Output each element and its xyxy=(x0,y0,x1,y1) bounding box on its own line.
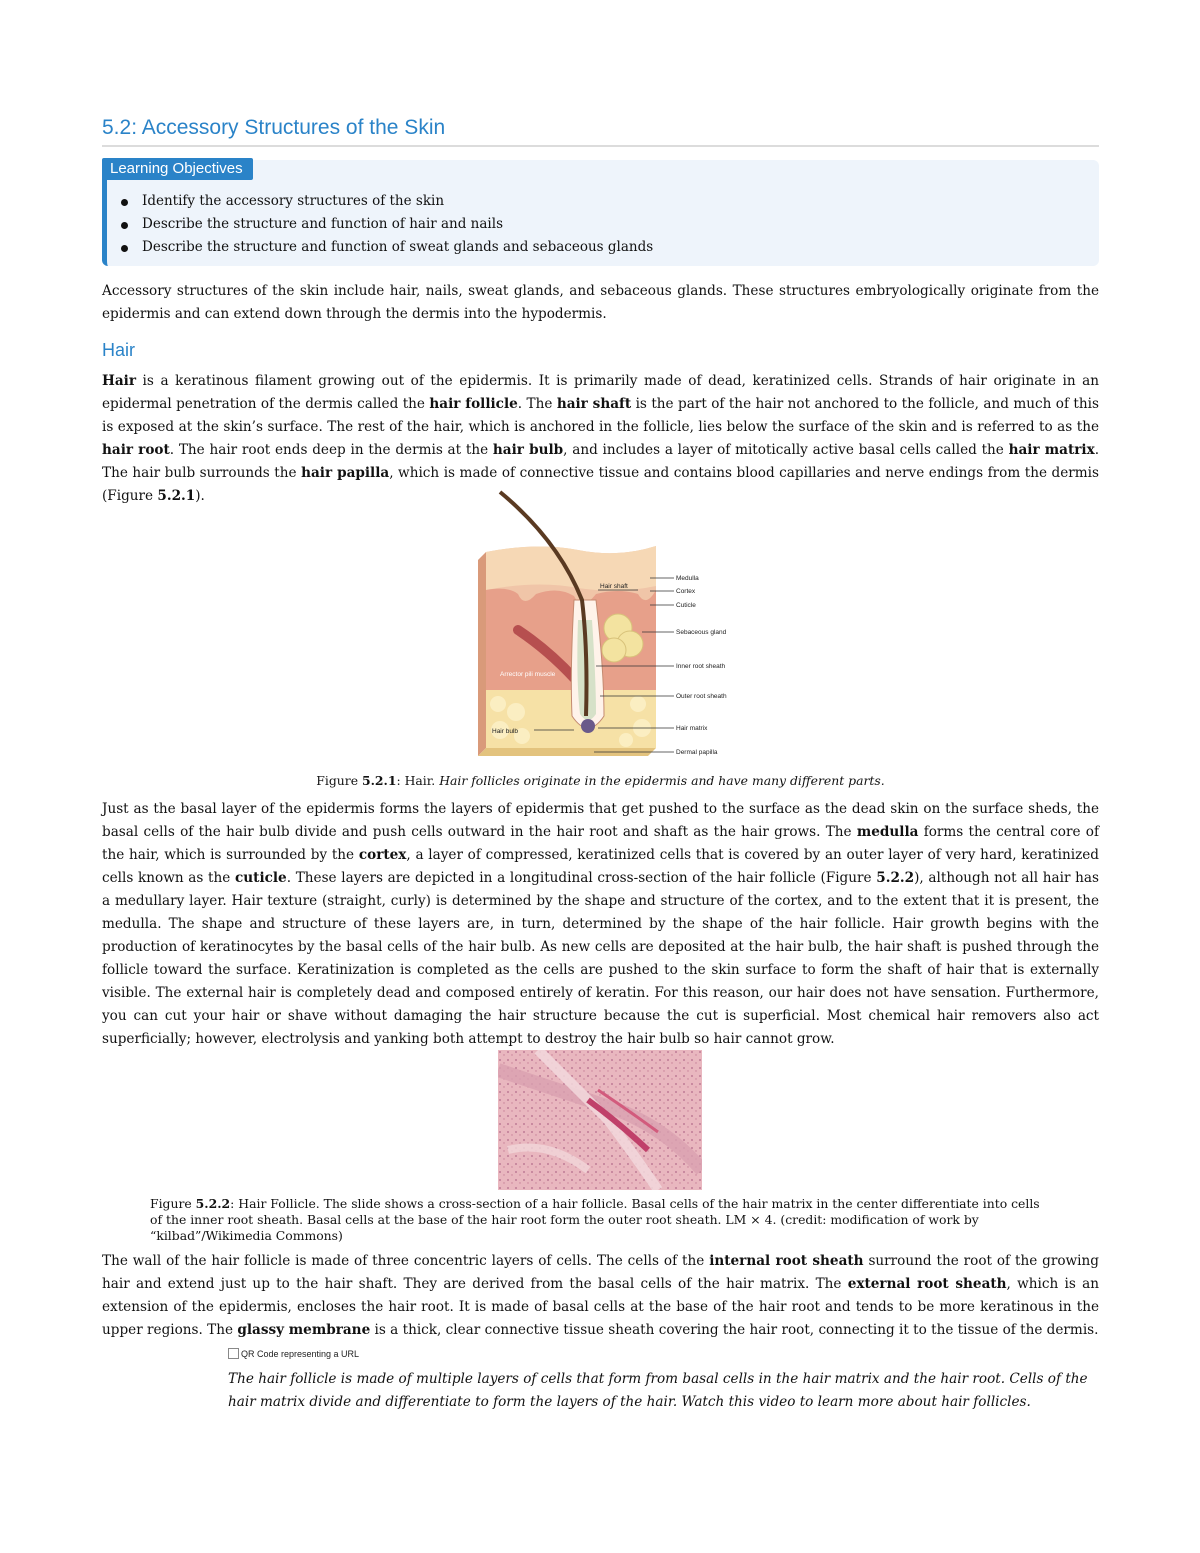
term-internal-root-sheath: internal root sheath xyxy=(709,1253,864,1269)
epidermis-layer xyxy=(486,546,656,591)
bullet-icon xyxy=(121,222,128,229)
term-hair: Hair xyxy=(102,373,136,389)
list-item: Describe the structure and function of hair and nails xyxy=(118,213,653,236)
hair-diagram-figure xyxy=(478,490,738,770)
intro-paragraph: Accessory structures of the skin include hair, nails, sweat glands, and sebaceous glands. These structures embryologically originate from the epidermis and can extend down through the dermis into the hypodermis. xyxy=(102,283,1099,322)
medulla-paragraph: Just as the basal layer of the epidermis forms the layers of epidermis that get pushed to the surface as the dead skin on the surface sheds, the basal cells of the hair bulb divide and push cells outward in the hair root and shaft as the hair grows. The medulla forms the central core of the hair, which is surrounded by the cortex, a layer of compressed, keratinized cells that is covered by an outer layer of very hard, keratinized cells known as the cuticle. These layers are depicted in a longitudinal cross-section of the hair follicle (Figure 5.2.2), although not all hair has a medullary layer. Hair texture (straight, curly) is determined by the shape and structure of the cortex, and to the extent that it is present, the medulla. The shape and structure of these layers are, in turn, determined by the shape of the hair follicle. Hair growth begins with the production of keratinocytes by the basal cells of the hair bulb. As new cells are deposited at the hair bulb, the hair shaft is pushed through the follicle toward the surface. Keratinization is completed as the cells are pushed to the skin surface to form the shaft of hair that is externally visible. The external hair is completely dead and composed entirely of keratin. For this reason, our hair does not have sensation. Furthermore, you can cut your hair or shave without damaging the hair structure because the cut is superficial. Most chemical hair removers also act superficially; however, electrolysis and yanking both attempt to destroy the hair bulb so hair cannot grow. xyxy=(102,801,1099,1047)
section-heading-hair: Hair xyxy=(102,340,136,360)
figure-1-caption: Figure 5.2.1: Hair. Hair follicles originate in the epidermis and have many different parts. xyxy=(316,773,885,788)
term-hair-follicle: hair follicle xyxy=(429,396,518,412)
tissue-background xyxy=(498,1050,702,1190)
label-dermal-papilla: Dermal papilla xyxy=(676,749,718,756)
label-hair-matrix: Hair matrix xyxy=(676,725,708,732)
page-title: 5.2: Accessory Structures of the Skin xyxy=(102,116,1099,147)
dermal-papilla xyxy=(581,719,595,733)
list-item: Identify the accessory structures of the skin xyxy=(118,190,653,213)
follicle-wall-paragraph: The wall of the hair follicle is made of three concentric layers of cells. The cells of the internal root sheath surround the root of the growing hair and extend just up to the hair shaft. They are derived from the basal cells of the hair matrix. The external root sheath, which is an extension of the epidermis, encloses the hair root. It is made of basal cells at the base of the hair root and tends to be more keratinous in the upper regions. The glassy membrane is a thick, clear connective tissue sheath covering the hair root, connecting it to the tissue of the dermis. xyxy=(102,1253,1099,1338)
learning-objectives-heading: Learning Objectives xyxy=(102,158,253,180)
label-outer-root: Outer root sheath xyxy=(676,693,727,700)
label-cortex: Cortex xyxy=(676,588,696,595)
term-cuticle: cuticle xyxy=(235,870,287,886)
term-hair-bulb: hair bulb xyxy=(492,442,564,458)
term-hair-root: hair root xyxy=(102,442,170,458)
learning-objectives-list xyxy=(118,190,653,259)
figure-ref[interactable]: 5.2.1 xyxy=(157,488,196,504)
bullet-icon xyxy=(121,199,128,206)
term-hair-papilla: hair papilla xyxy=(301,465,390,481)
hair-paragraph: Hair is a keratinous filament growing out of the epidermis. It is primarily made of dead, keratinized cells. Strands of hair originate in an epidermal penetration of the dermis called the hair follicle. The hair shaft is the part of the hair not anchored to the follicle, and much of this is exposed at the skin’s surface. The rest of the hair, which is anchored in the follicle, lies below the surface of the skin and is referred to as the hair root. The hair root ends deep in the dermis at the hair bulb, and includes a layer of mitotically active basal cells called the hair matrix. The hair bulb surrounds the hair papilla, which is made of connective tissue and contains blood capillaries and nerve endings from the dermis (Figure 5.2.1). xyxy=(102,373,1100,504)
term-glassy-membrane: glassy membrane xyxy=(237,1322,371,1338)
video-description: The hair follicle is made of multiple layers of cells that form from basal cells in the hair matrix and the hair root. Cells of the hair matrix divide and differentiate to form the layers of the hair. Watch this video to learn more about hair follicles. xyxy=(228,1371,1088,1410)
label-medulla: Medulla xyxy=(676,575,699,582)
label-inner-root: Inner root sheath xyxy=(676,663,726,670)
term-hair-matrix: hair matrix xyxy=(1008,442,1095,458)
block-side xyxy=(478,552,486,756)
bullet-icon xyxy=(121,245,128,252)
broken-image-icon xyxy=(228,1348,239,1359)
label-hair-shaft: Hair shaft xyxy=(600,583,628,590)
term-cortex: cortex xyxy=(358,847,407,863)
label-cuticle: Cuticle xyxy=(676,602,696,609)
term-medulla: medulla xyxy=(856,824,919,840)
figure-ref[interactable]: 5.2.2 xyxy=(876,870,915,886)
hair-follicle-micrograph xyxy=(498,1050,702,1190)
label-hair-bulb: Hair bulb xyxy=(492,728,519,735)
term-hair-shaft: hair shaft xyxy=(556,396,632,412)
list-item: Describe the structure and function of sweat glands and sebaceous glands xyxy=(118,236,653,259)
qr-code-image[interactable]: QR Code representing a URL xyxy=(228,1348,359,1359)
figure-2-caption: Figure 5.2.2: Hair Follicle. The slide shows a cross-section of a hair follicle. Basal cells of the hair matrix in the center differentiate into cells of the inner root sheath. Basal cells at the base of the hair root form the outer root sheath. LM × 4. (credit: modification of work by “kilbad”/Wikimedia Commons) xyxy=(150,1196,1040,1243)
term-external-root-sheath: external root sheath xyxy=(847,1276,1007,1292)
label-sebaceous: Sebaceous gland xyxy=(676,629,727,636)
label-arrector: Arrector pili muscle xyxy=(500,671,556,678)
